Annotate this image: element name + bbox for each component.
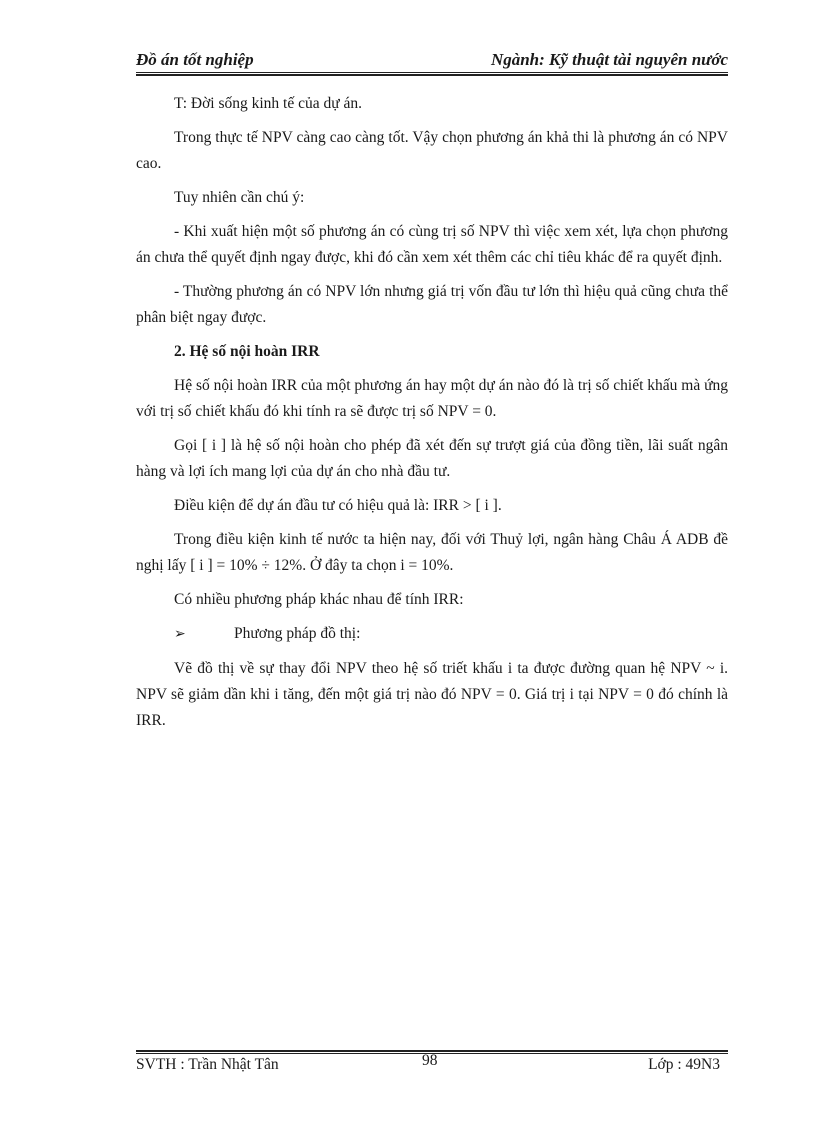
bullet-graph-method xyxy=(136,621,728,648)
paragraph-adb-rate: Trong điều kiện kinh tế nước ta hiện nay, đối với Thuỷ lợi, ngân hàng Châu Á ADB đề nghị lấy [ i ] = 10% ÷ 12%. Ở đây ta chọn i = 10%. xyxy=(136,531,728,574)
page-footer xyxy=(136,1052,728,1078)
paragraph-irr-definition: Hệ số nội hoàn IRR của một phương án hay một dự án nào đó là trị số chiết khấu mà ứng với trị số chiết khấu đó khi tính ra sẽ được trị số NPV = 0. xyxy=(136,377,728,420)
paragraph-t-definition: T: Đời sống kinh tế của dự án. xyxy=(174,95,363,112)
page-header xyxy=(136,50,728,72)
footer-class: Lớp : 49N3 xyxy=(648,1056,720,1073)
page-body xyxy=(136,91,728,742)
section-heading-irr: 2. Hệ số nội hoàn IRR xyxy=(174,343,320,360)
bullet-text: Phương pháp đồ thị: xyxy=(234,625,361,642)
arrow-bullet-icon: ➢ xyxy=(174,627,186,642)
paragraph-npv-higher-better: Trong thực tế NPV càng cao càng tốt. Vậy chọn phương án khả thi là phương án có NPV cao. xyxy=(136,129,728,172)
paragraph-same-npv: - Khi xuất hiện một số phương án có cùng trị số NPV thì việc xem xét, lựa chọn phương án chưa thể quyết định ngay được, khi đó cần xem xét thêm các chỉ tiêu khác để ra quyết định. xyxy=(136,223,728,266)
footer-student: SVTH : Trần Nhật Tân xyxy=(136,1056,279,1073)
paragraph-i-definition: Gọi [ i ] là hệ số nội hoàn cho phép đã xét đến sự trượt giá của đồng tiền, lãi suất ngân hàng và lợi ích mang lợi của dự án cho nhà đầu tư. xyxy=(136,437,728,480)
paragraph-large-npv: - Thường phương án có NPV lớn nhưng giá trị vốn đầu tư lớn thì hiệu quả cũng chưa thể phân biệt ngay được. xyxy=(136,283,728,326)
header-document-type: Đồ án tốt nghiệp xyxy=(136,50,254,69)
paragraph-graph-description: Vẽ đồ thị về sự thay đổi NPV theo hệ số triết khấu i ta được đường quan hệ NPV ~ i. NPV sẽ giảm dần khi i tăng, đến một giá trị nào đó NPV = 0. Giá trị i tại NPV = 0 đó chính là IRR. xyxy=(136,660,728,729)
paragraph-methods: Có nhiều phương pháp khác nhau để tính IRR: xyxy=(174,591,464,608)
header-major: Ngành: Kỹ thuật tài nguyên nước xyxy=(490,50,728,69)
header-rule xyxy=(136,72,728,76)
paragraph-condition: Điều kiện để dự án đầu tư có hiệu quả là: IRR > [ i ]. xyxy=(174,497,502,514)
paragraph-note: Tuy nhiên cần chú ý: xyxy=(174,189,305,206)
page-number: 98 xyxy=(422,1052,438,1069)
